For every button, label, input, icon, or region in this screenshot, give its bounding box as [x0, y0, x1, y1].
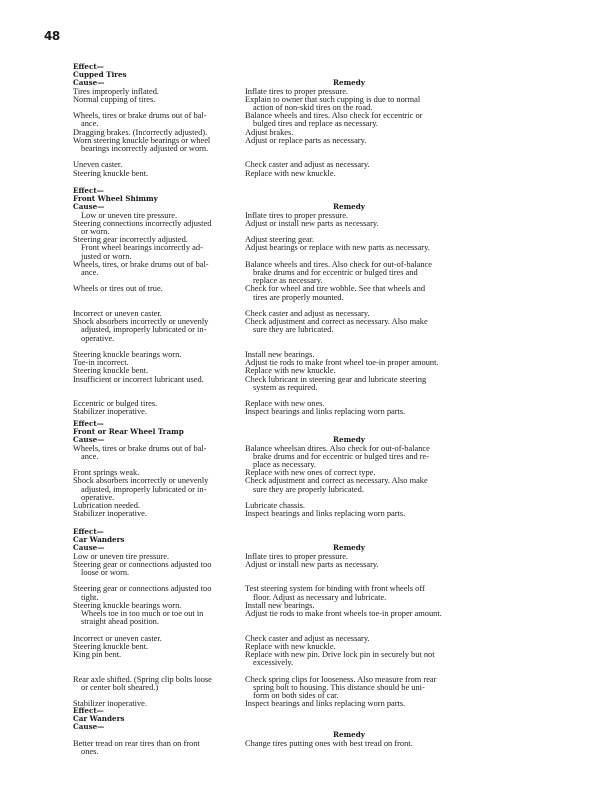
- cause-text: Steering knuckle bent.: [73, 641, 149, 651]
- cause-text: Wheels or tires out of true.: [73, 284, 163, 294]
- remedy-text: Adjust tie rods to make front wheel toe-in proper amount.: [245, 358, 439, 368]
- cause-label: Cause—: [73, 78, 105, 88]
- remedy-text: Adjust or install new parts as necessary.: [245, 559, 379, 569]
- remedy-label: Remedy: [333, 202, 365, 212]
- cause-text: Lubrication needed.: [73, 501, 140, 511]
- remedy-text: Explain to owner that such cupping is due to normal action of non-skid tires on the road.: [245, 94, 421, 113]
- cause-text: Wheels toe in too much or toe out in straight ahead position.: [81, 609, 204, 627]
- remedy-text: Inflate tires to proper pressure.: [245, 210, 349, 220]
- cause-text: Dragging brakes. (Incorrectly adjusted).: [73, 127, 208, 137]
- cause-text: Uneven caster.: [73, 160, 123, 170]
- cause-text: Shock absorbers incorrectly or unevenly adjusted, improperly lubricated or in- operative.: [73, 317, 209, 343]
- cause-text: Incorrect or uneven caster.: [73, 633, 162, 643]
- remedy-text: Install new bearings.: [245, 350, 315, 360]
- cause-text: Eccentric or bulged tires.: [73, 399, 158, 409]
- remedy-text: Check caster and adjust as necessary.: [245, 309, 370, 319]
- effect-label: Effect—: [73, 527, 104, 536]
- remedy-label: Remedy: [333, 543, 365, 553]
- cause-text: Incorrect or uneven caster.: [73, 309, 162, 319]
- effect-section: [73, 187, 463, 417]
- cause-text: Normal cupping of tires.: [73, 94, 156, 104]
- cause-label: Cause—: [73, 722, 105, 732]
- cause-text: Steering knuckle bearings worn.: [73, 600, 182, 610]
- effect-label: Effect—: [73, 706, 104, 715]
- remedy-text: Adjust brakes.: [245, 127, 294, 137]
- cause-text: Steering knuckle bent.: [73, 366, 149, 376]
- remedy-label: Remedy: [333, 78, 365, 88]
- remedy-text: Replace with new ones.: [245, 399, 325, 409]
- cause-text: Stabilizer inoperative.: [73, 699, 147, 709]
- cause-text: Low or uneven tire pressure.: [73, 551, 170, 561]
- cause-text: Wheels, tires, or brake drums out of bal- ance.: [73, 259, 209, 278]
- effect-section: [73, 528, 463, 708]
- effect-section: [73, 707, 463, 756]
- remedy-text: Balance wheelsan dtires. Also check for out-of-balance brake drums and for eccentric or bulged tires and re- place as necessary.: [245, 443, 430, 470]
- remedy-text: Replace with new knuckle.: [245, 168, 336, 178]
- remedy-text: Check caster and adjust as necessary.: [245, 160, 370, 170]
- effect-label: Effect—: [73, 186, 104, 195]
- remedy-text: Adjust or replace parts as necessary.: [245, 135, 367, 145]
- remedy-text: Test steering system for binding with front wheels off floor. Adjust as necessary and lubricate.: [245, 584, 425, 602]
- cause-text: Steering connections incorrectly adjusted or worn.: [73, 218, 212, 237]
- cause-text: Low or uneven tire pressure.: [81, 210, 178, 220]
- cause-text: Stabilizer inoperative.: [73, 407, 147, 417]
- remedy-text: Replace with new ones of correct type.: [245, 468, 376, 478]
- cause-label: Cause—: [73, 435, 105, 445]
- page-number: 48: [44, 29, 60, 43]
- remedy-text: Adjust or install new parts as necessary.: [245, 218, 379, 228]
- cause-label: Cause—: [73, 543, 105, 553]
- cause-text: Front wheel bearings incorrectly ad- justed or worn.: [81, 243, 203, 261]
- effect-title: Cupped Tires: [73, 70, 127, 80]
- cause-text: Steering knuckle bent.: [73, 168, 149, 178]
- remedy-text: Balance wheels and tires. Also check for out-of-balance brake drums and for eccentric or bulged tires and replace as necessary.: [245, 259, 432, 286]
- cause-text: Toe-in incorrect.: [73, 358, 129, 368]
- remedy-text: Install new bearings.: [245, 600, 315, 610]
- remedy-text: Inspect bearings and links replacing worn parts.: [245, 407, 406, 417]
- cause-text: Better tread on rear tires than on front ones.: [73, 738, 200, 756]
- remedy-text: Inspect bearings and links replacing worn parts.: [245, 509, 406, 519]
- remedy-text: Check caster and adjust as necessary.: [245, 633, 370, 643]
- cause-text: Wheels, tires or brake drums out of bal- ance.: [73, 111, 207, 129]
- effect-section: [73, 63, 463, 178]
- remedy-text: Balance wheels and tires. Also check for eccentric or bulged tires and replace as necessary.: [245, 111, 423, 129]
- remedy-text: Check adjustment and correct as necessary. Also make sure they are lubricated.: [245, 317, 428, 335]
- cause-text: Steering gear or connections adjusted too loose or worn.: [73, 559, 212, 578]
- cause-text: Tires improperly inflated.: [73, 86, 159, 96]
- effect-title: Car Wanders: [73, 714, 125, 724]
- remedy-text: Inflate tires to proper pressure.: [245, 551, 349, 561]
- cause-text: Wheels, tires or brake drums out of bal- ance.: [73, 443, 207, 461]
- effect-title: Front or Rear Wheel Tramp: [73, 427, 184, 437]
- cause-text: Steering gear or connections adjusted too tight.: [73, 584, 212, 602]
- effect-title: Car Wanders: [73, 535, 125, 545]
- remedy-text: Lubricate chassis.: [245, 501, 305, 511]
- remedy-label: Remedy: [333, 730, 365, 740]
- cause-text: Insufficient or incorrect lubricant used.: [73, 374, 204, 384]
- effect-label: Effect—: [73, 62, 104, 71]
- remedy-text: Change tires putting ones with best tread on front.: [245, 738, 413, 748]
- remedy-label: Remedy: [333, 435, 365, 445]
- cause-text: Shock absorbers incorrectly or unevenly adjusted, improperly lubricated or in- operative.: [73, 476, 209, 502]
- effect-section: [73, 420, 463, 518]
- effect-title: Front Wheel Shimmy: [73, 194, 158, 204]
- cause-text: Rear axle shifted. (Spring clip bolts loose or center bolt sheared.): [73, 674, 212, 692]
- remedy-text: Adjust bearings or replace with new parts as necessary.: [245, 243, 430, 253]
- remedy-text: Adjust tie rods to make front wheels toe-in proper amount.: [245, 609, 442, 619]
- remedy-text: Adjust steering gear.: [245, 235, 315, 245]
- remedy-text: Check adjustment and correct as necessary. Also make sure they are properly lubricated.: [245, 476, 428, 494]
- remedy-text: Replace with new knuckle.: [245, 641, 336, 651]
- remedy-text: Check for wheel and tire wobble. See that wheels and tires are properly mounted.: [245, 284, 426, 302]
- cause-text: King pin bent.: [73, 650, 122, 660]
- remedy-text: Inspect bearings and links replacing worn parts.: [245, 699, 406, 709]
- remedy-text: Replace with new pin. Drive lock pin in securely but not excessively.: [245, 650, 435, 668]
- remedy-text: Inflate tires to proper pressure.: [245, 86, 349, 96]
- effect-label: Effect—: [73, 419, 104, 428]
- remedy-text: Check spring clips for looseness. Also measure from rear spring bolt to housing. This distance should be uni- form on both sides of car.: [245, 674, 437, 701]
- cause-text: Steering knuckle bearings worn.: [73, 350, 182, 360]
- cause-label: Cause—: [73, 202, 105, 212]
- cause-text: Worn steering knuckle bearings or wheel bearings incorrectly adjusted or worn.: [73, 135, 211, 154]
- remedy-text: Check lubricant in steering gear and lubricate steering system as required.: [245, 374, 427, 392]
- cause-text: Steering gear incorrectly adjusted.: [73, 235, 188, 245]
- cause-text: Front springs weak.: [73, 468, 140, 478]
- remedy-text: Replace with new knuckle.: [245, 366, 336, 376]
- cause-text: Stabilizer inoperative.: [73, 509, 147, 519]
